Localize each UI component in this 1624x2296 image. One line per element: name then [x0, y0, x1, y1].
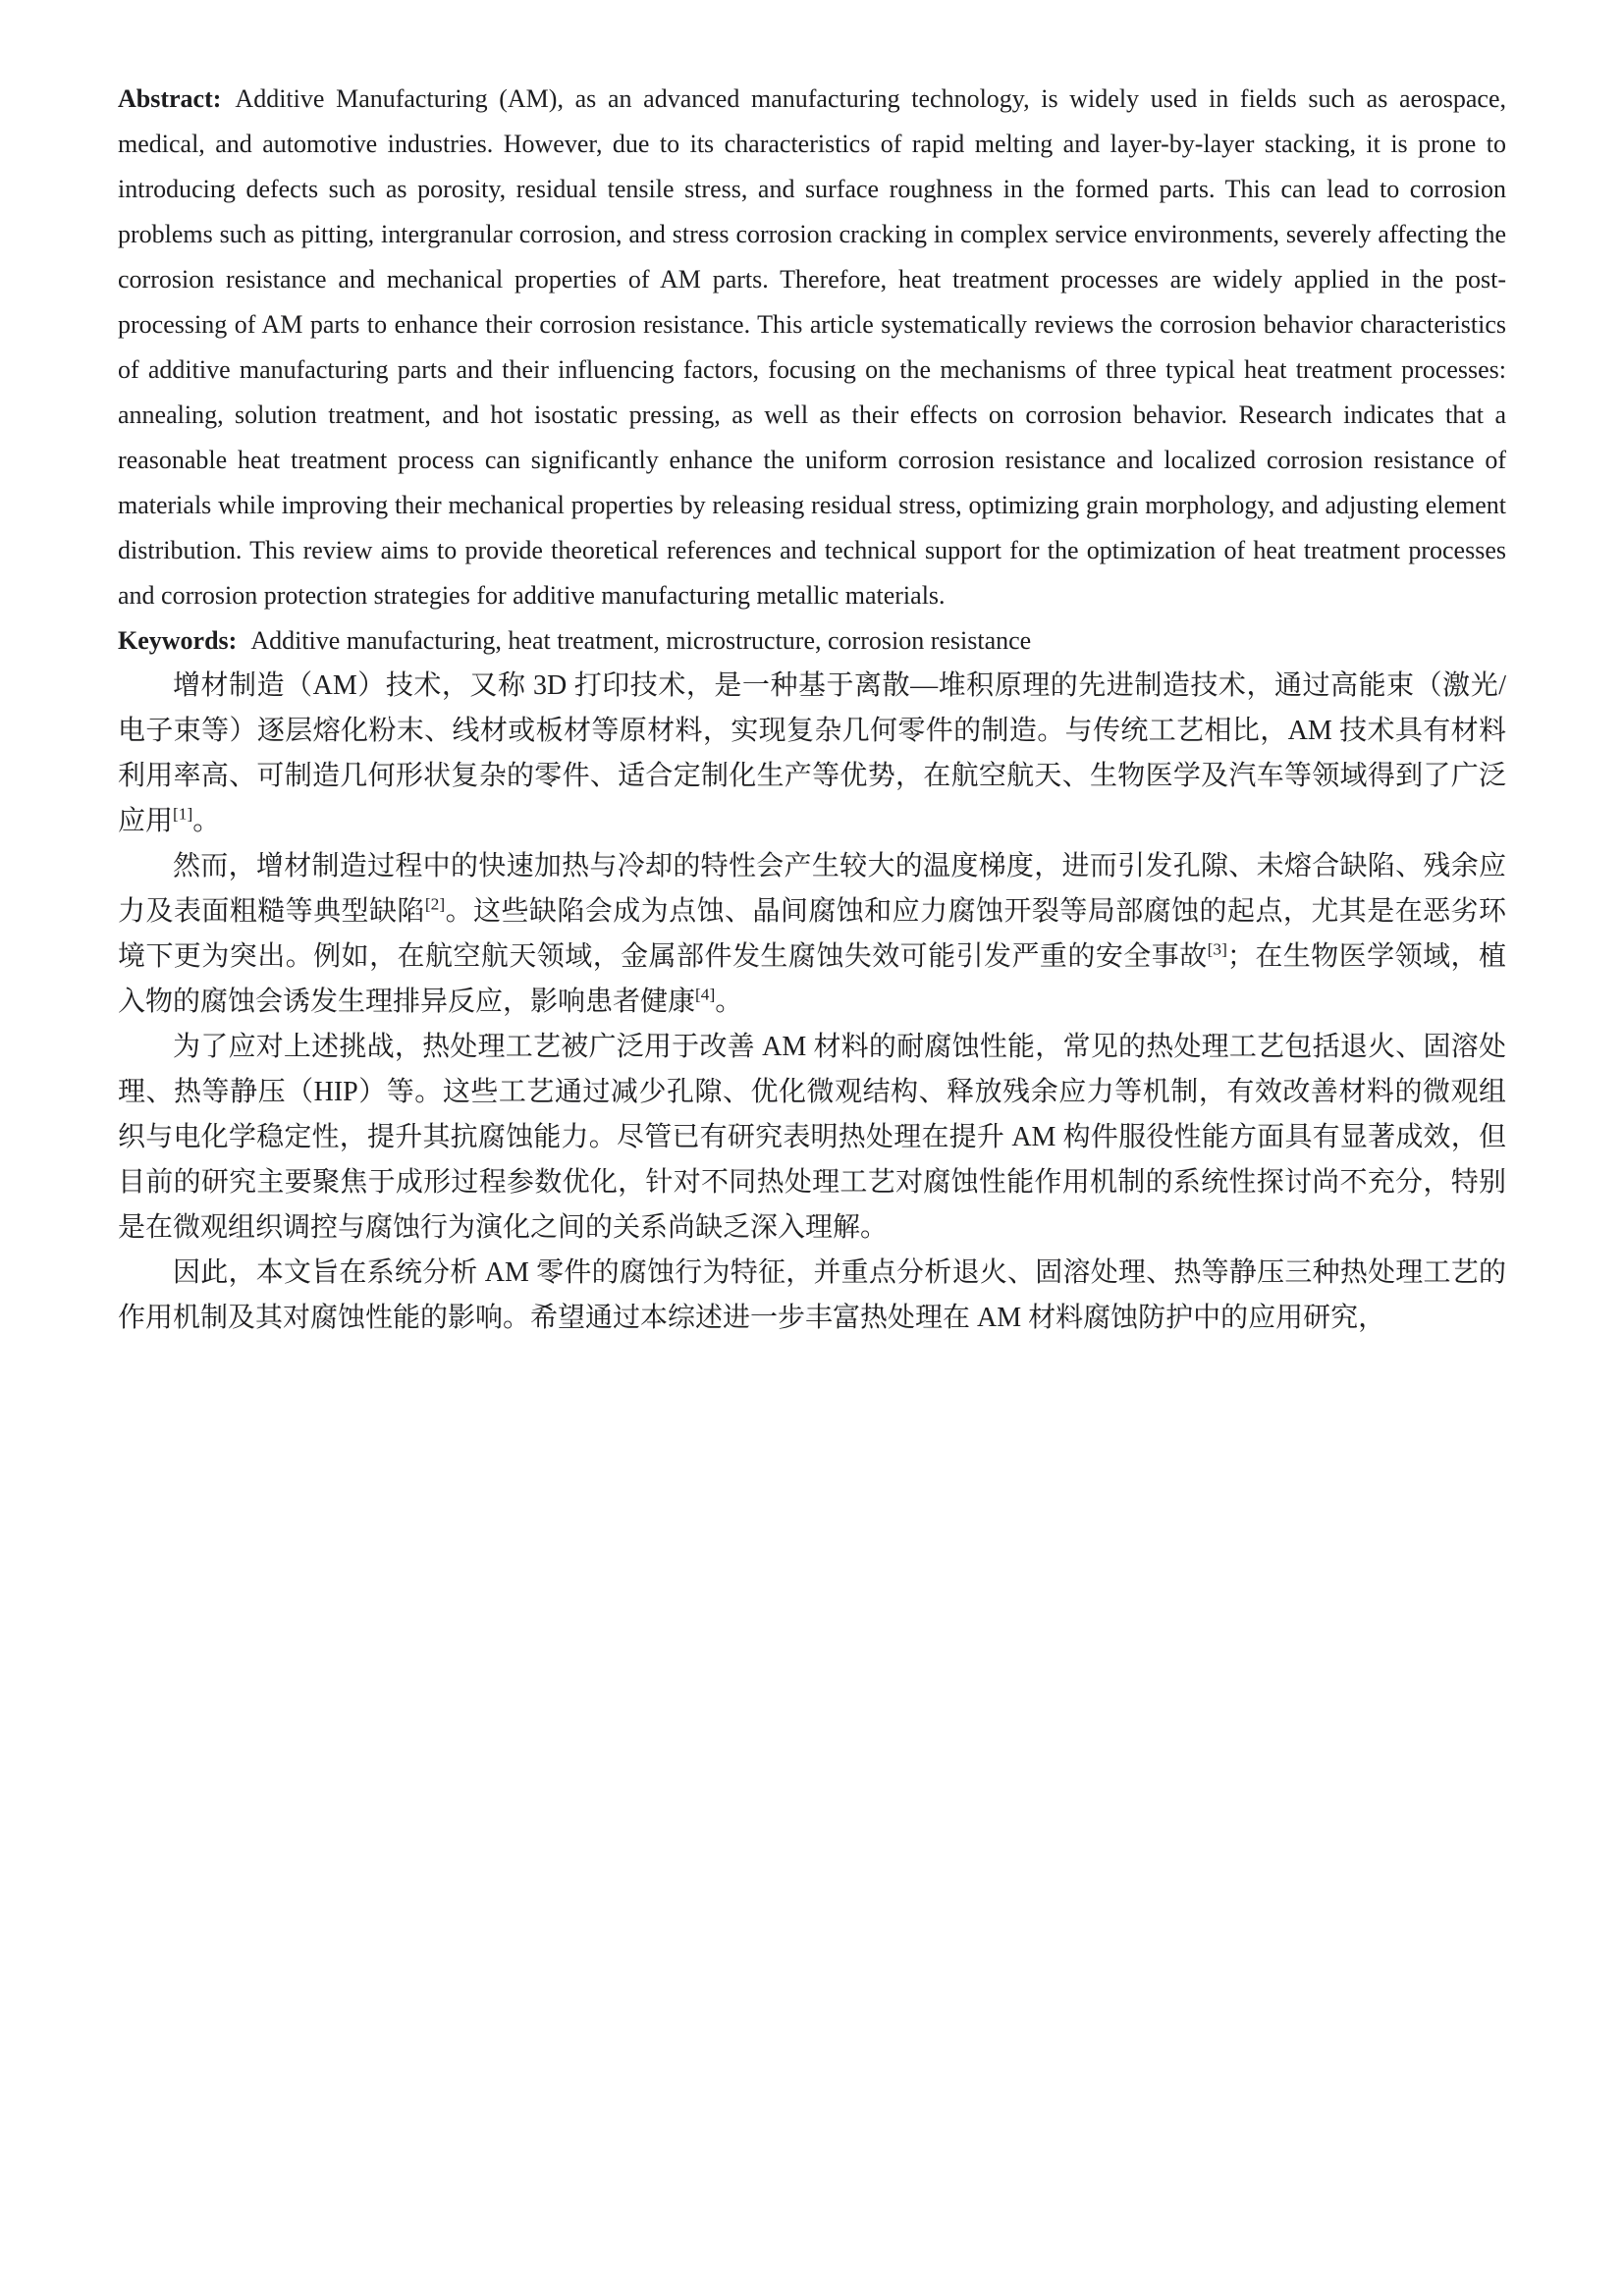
paragraph-text: 。这些缺陷会成为点蚀、晶间腐蚀和应力腐蚀开裂等局部腐蚀的起点，尤其是在恶劣环境下更为突出。例如，在航空航天领域，金属部件发生腐蚀失效可能引发严重的安全事故 [118, 896, 1506, 972]
keywords-paragraph [118, 618, 1506, 664]
paragraph-text: 为了应对上述挑战，热处理工艺被广泛用于改善 AM 材料的耐腐蚀性能，常见的热处理工艺包括退火、固溶处理、热等静压（HIP）等。这些工艺通过减少孔隙、优化微观结构、释放残余应力等机制，有效改善材料的微观组织与电化学稳定性，提升其抗腐蚀能力。尽管已有研究表明热处理在提升 AM 构件服役性能方面具有显著成效，但目前的研究主要聚焦于成形过程参数优化，针对不同热处理工艺对腐蚀性能作用机制的系统性探讨尚不充分，特别是在微观组织调控与腐蚀行为演化之间的关系尚缺乏深入理解。 [118, 1032, 1506, 1243]
paragraph-text: 。 [715, 987, 743, 1017]
citation-marker: [1] [173, 804, 193, 824]
body-paragraph [118, 844, 1506, 1025]
citation-marker: [3] [1207, 939, 1227, 959]
keywords-text: Additive manufacturing, heat treatment, microstructure, corrosion resistance [250, 626, 1032, 655]
abstract-text: Additive Manufacturing (AM), as an advanced manufacturing technology, is widely used in fields such as aerospace, medical, and automotive industries. However, due to its characteristics of rapid melting and layer-by-layer stacking, it is prone to introducing defects such as porosity, residual tensile stress, and surface roughness in the formed parts. This can lead to corrosion problems such as pitting, intergranular corrosion, and stress corrosion cracking in complex service environments, severely affecting the corrosion resistance and mechanical properties of AM parts. Therefore, heat treatment processes are widely applied in the post-processing of AM parts to enhance their corrosion resistance. This article systematically reviews the corrosion behavior characteristics of additive manufacturing parts and their influencing factors, focusing on the mechanisms of three typical heat treatment processes: annealing, solution treatment, and hot isostatic pressing, as well as their effects on corrosion behavior. Research indicates that a reasonable heat treatment process can significantly enhance the uniform corrosion resistance and localized corrosion resistance of materials while improving their mechanical properties by releasing residual stress, optimizing grain morphology, and adjusting element distribution. This review aims to provide theoretical references and technical support for the optimization of heat treatment processes and corrosion protection strategies for additive manufacturing metallic materials. [118, 84, 1506, 610]
paragraph-text: ；在生物医学领域，植入物的腐蚀会诱发生理排异反应，影响患者健康 [118, 941, 1506, 1017]
body-paragraph [118, 1251, 1506, 1341]
paragraph-text: 。 [192, 806, 221, 836]
page-content [118, 77, 1506, 1341]
body-paragraph [118, 1025, 1506, 1251]
paragraph-text: 因此，本文旨在系统分析 AM 零件的腐蚀行为特征，并重点分析退火、固溶处理、热等静压三种热处理工艺的作用机制及其对腐蚀性能的影响。希望通过本综述进一步丰富热处理在 AM 材料腐蚀防护中的应用研究， [118, 1257, 1506, 1333]
abstract-paragraph [118, 77, 1506, 618]
citation-marker: [2] [424, 894, 446, 914]
paragraph-text: 然而，增材制造过程中的快速加热与冷却的特性会产生较大的温度梯度，进而引发孔隙、未熔合缺陷、残余应力及表面粗糙等典型缺陷 [118, 851, 1506, 927]
chinese-body [118, 664, 1506, 1341]
keywords-label: Keywords: [118, 626, 238, 655]
body-paragraph [118, 664, 1506, 844]
abstract-label: Abstract: [118, 84, 222, 113]
paragraph-text: 增材制造（AM）技术，又称 3D 打印技术，是一种基于离散—堆积原理的先进制造技术，通过高能束（激光/电子束等）逐层熔化粉末、线材或板材等原材料，实现复杂几何零件的制造。与传统工艺相比，AM 技术具有材料利用率高、可制造几何形状复杂的零件、适合定制化生产等优势，在航空航天、生物医学及汽车等领域得到了广泛应用 [118, 670, 1506, 836]
citation-marker: [4] [695, 985, 716, 1004]
